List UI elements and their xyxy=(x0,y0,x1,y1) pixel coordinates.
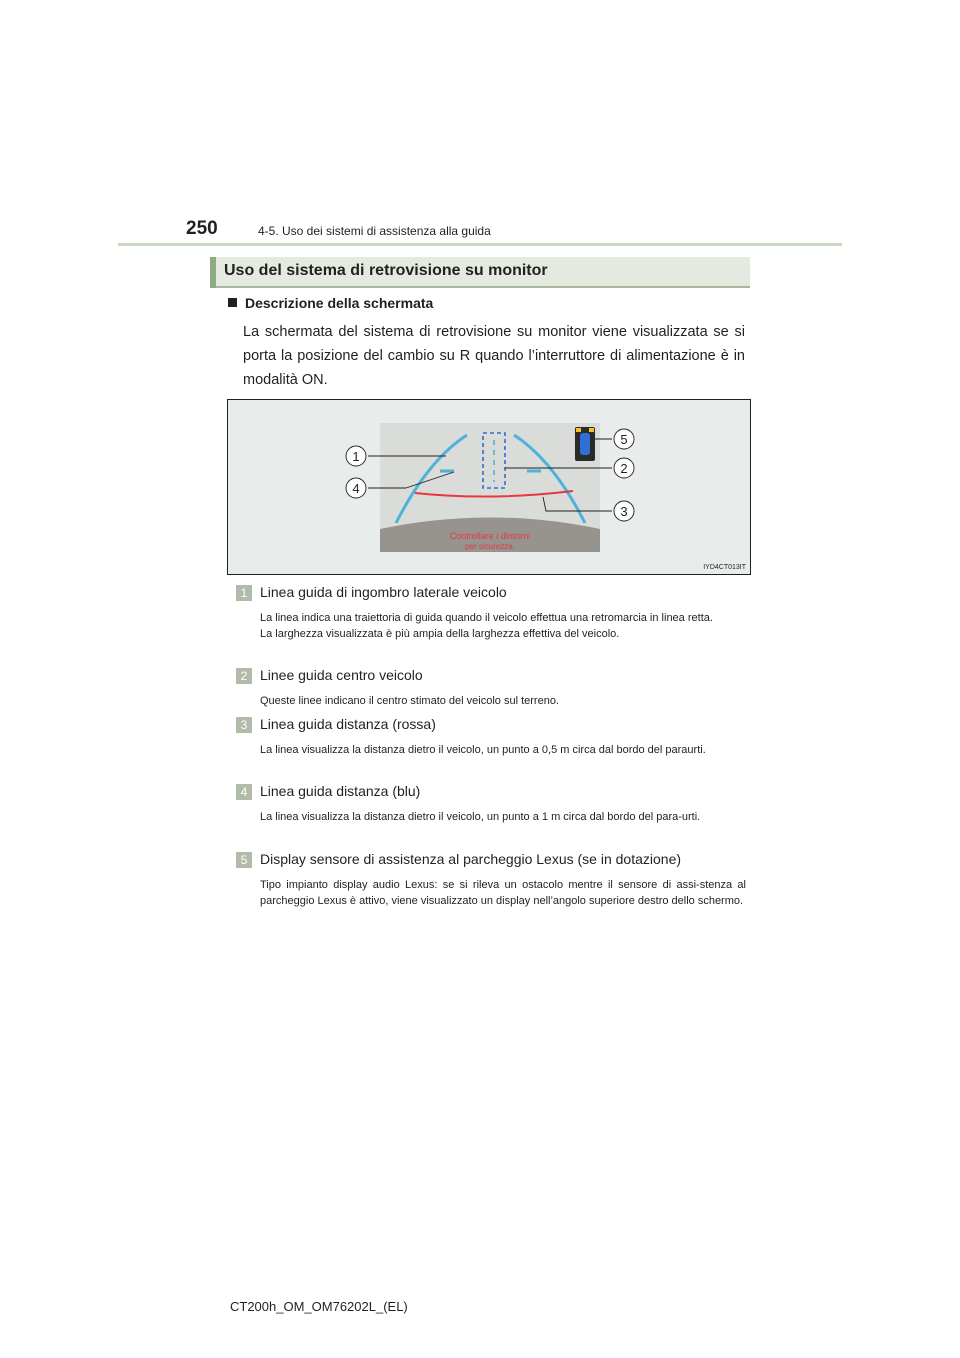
page-number: 250 xyxy=(186,218,218,239)
item-number-badge: 2 xyxy=(236,668,252,684)
item-description: La linea visualizza la distanza dietro il veicolo, un punto a 0,5 m circa dal bordo del paraurti. xyxy=(260,744,706,756)
callout-1 xyxy=(346,446,366,466)
item-title: Linea guida di ingombro laterale veicolo xyxy=(260,584,507,600)
item-number-badge: 5 xyxy=(236,852,252,868)
callout-1-label: 1 xyxy=(352,449,360,464)
item-description: La linea visualizza la distanza dietro il veicolo, un punto a 1 m circa dal bordo del para-urti. xyxy=(260,811,701,823)
figure-code: IYD4CT013IT xyxy=(703,564,746,571)
sensor-warning-right xyxy=(589,428,594,432)
item-title: Display sensore di assistenza al parcheggio Lexus (se in dotazione) xyxy=(260,851,682,867)
callout-4 xyxy=(346,478,366,498)
sensor-warning-left xyxy=(576,428,581,432)
footer-code: CT200h_OM_OM76202L_(EL) xyxy=(230,1299,408,1314)
subsection-title: Descrizione della schermata xyxy=(245,295,434,311)
item-title: Linea guida distanza (rossa) xyxy=(260,716,436,732)
callout-4-label: 4 xyxy=(352,481,360,496)
callout-5 xyxy=(614,429,634,449)
header-rule xyxy=(118,243,842,246)
square-bullet-icon xyxy=(228,298,237,307)
item-description: Queste linee indicano il centro stimato del veicolo sul terreno. xyxy=(260,695,559,707)
callout-5-label: 5 xyxy=(620,432,628,447)
item-number-badge: 3 xyxy=(236,717,252,733)
screen-warning-line-2: per sicurezza. xyxy=(465,542,515,551)
callout-2 xyxy=(614,458,634,478)
subsection-heading xyxy=(228,295,433,311)
section-bar xyxy=(210,257,750,288)
item-title: Linea guida distanza (blu) xyxy=(260,783,421,799)
intro-paragraph: La schermata del sistema di retrovisione su monitor viene visualizzata se si porta la posizione del cambio su R quando l’interruttore di alimentazione è in modalità ON. xyxy=(243,324,745,388)
callout-3-label: 3 xyxy=(620,504,628,519)
callout-2-label: 2 xyxy=(620,461,628,476)
item-description: Tipo impianto display audio Lexus: se si rileva un ostacolo mentre il sensore di assi-stenza al parcheggio Lexus è attivo, viene visualizzato un display nell’angolo superiore destro dello schermo. xyxy=(260,879,746,907)
item-description: La linea indica una traiettoria di guida quando il veicolo effettua una retromarcia in linea retta. La larghezza visualizzata è più ampia della larghezza effettiva del veicolo. xyxy=(260,612,713,640)
sensor-car-icon xyxy=(580,433,590,455)
section-title: Uso del sistema di retrovisione su monitor xyxy=(224,262,548,279)
rear-view-screen-illustration xyxy=(228,400,750,574)
section-accent xyxy=(210,257,216,288)
item-number-badge: 1 xyxy=(236,585,252,601)
monitor-figure xyxy=(227,399,751,575)
chapter-title: 4-5. Uso dei sistemi di assistenza alla guida xyxy=(258,224,491,238)
item-title: Linee guida centro veicolo xyxy=(260,667,423,683)
item-number-badge: 4 xyxy=(236,784,252,800)
callout-3 xyxy=(614,501,634,521)
screen-warning-line-1: Controllare i dintorni xyxy=(449,531,531,541)
